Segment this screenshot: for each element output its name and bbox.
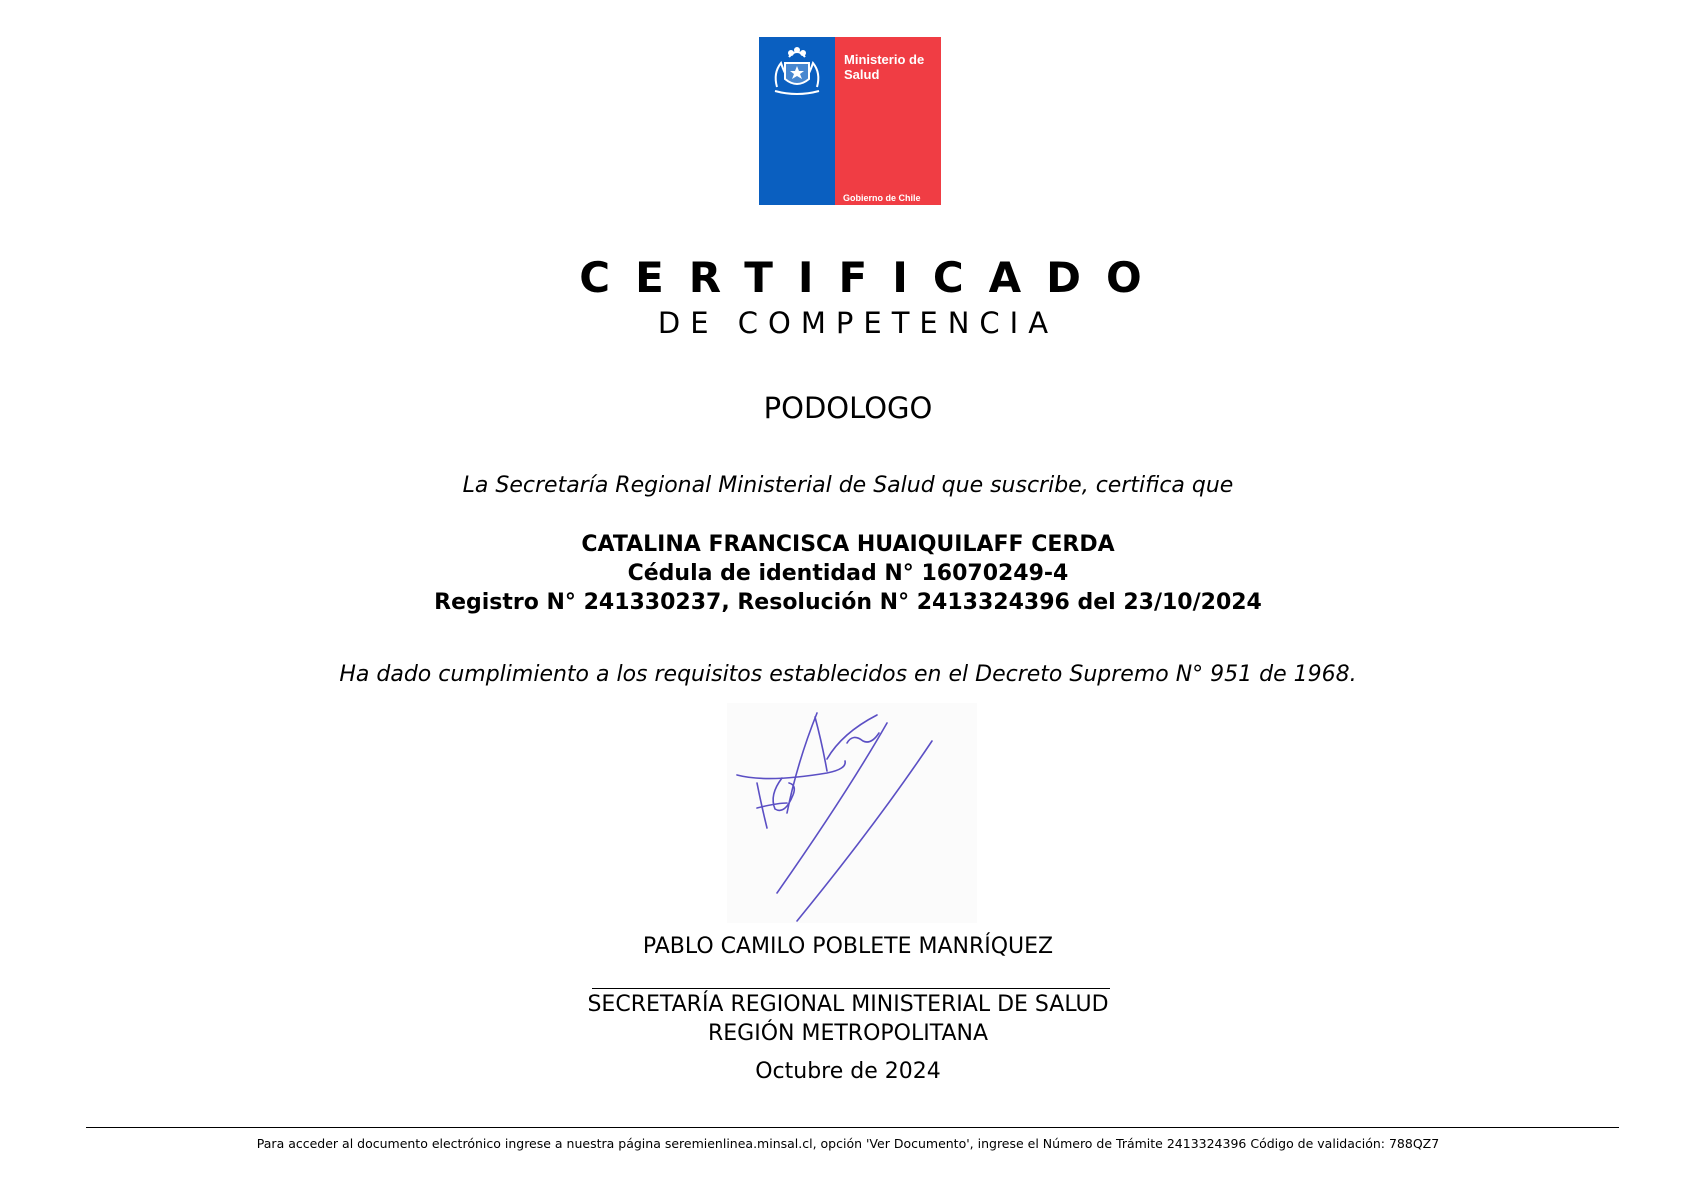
logo-red-panel	[835, 37, 941, 205]
chile-coat-of-arms-icon	[767, 43, 827, 99]
logo-ministry-text: Ministerio de Salud	[844, 52, 925, 82]
holder-registro: Registro N° 241330237, Resolución N° 2413324396 del 23/10/2024	[434, 590, 1262, 615]
footer-divider	[86, 1127, 1619, 1128]
footer-validation-note: Para acceder al documento electrónico ingrese a nuestra página seremienlinea.minsal.cl, opción 'Ver Documento', ingrese el Número de Trámite 2413324396 Código de validación: 788QZ7	[256, 1136, 1440, 1151]
logo-government-text: Gobierno de Chile	[843, 193, 921, 203]
logo-blue-panel	[759, 37, 835, 205]
issue-date: Octubre de 2024	[755, 1059, 941, 1084]
intro-text: La Secretaría Regional Ministerial de Salud que suscribe, certifica que	[462, 473, 1234, 498]
profession: PODOLOGO	[763, 391, 933, 425]
certificate-subtitle: DE COMPETENCIA	[657, 306, 1059, 340]
signer-region: REGIÓN METROPOLITANA	[707, 1021, 989, 1046]
certificate-title: CERTIFICADO	[579, 253, 1167, 302]
signature-image	[727, 703, 977, 923]
signature-line	[592, 988, 1110, 989]
holder-cedula: Cédula de identidad N° 16070249-4	[627, 561, 1069, 586]
holder-name: CATALINA FRANCISCA HUAIQUILAFF CERDA	[581, 532, 1115, 557]
compliance-text: Ha dado cumplimiento a los requisitos establecidos en el Decreto Supremo N° 951 de 1968.	[339, 662, 1357, 687]
signer-name: PABLO CAMILO POBLETE MANRÍQUEZ	[642, 934, 1054, 959]
handwritten-signature	[727, 703, 977, 923]
ministerio-salud-logo	[759, 37, 941, 205]
signer-office: SECRETARÍA REGIONAL MINISTERIAL DE SALUD	[587, 992, 1109, 1017]
